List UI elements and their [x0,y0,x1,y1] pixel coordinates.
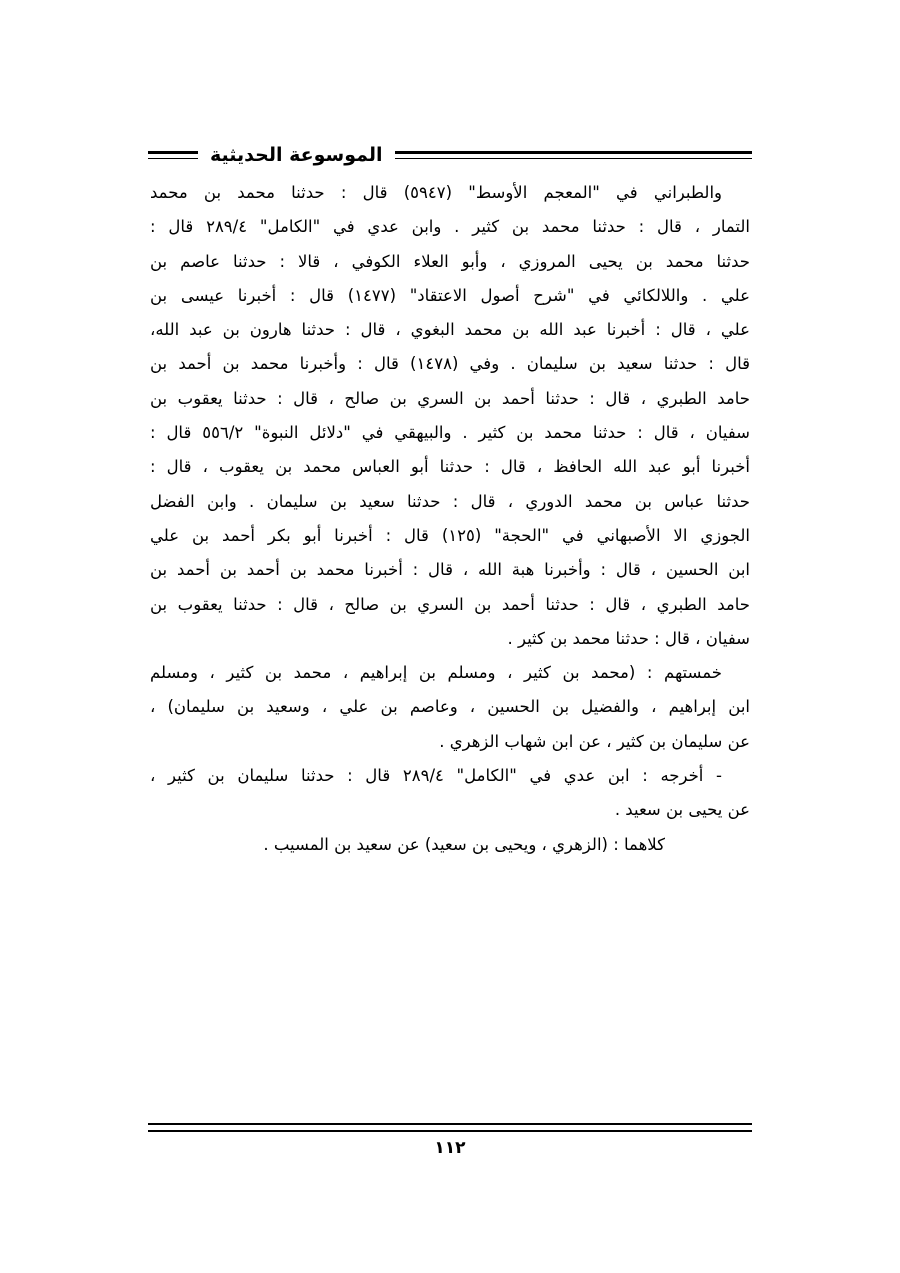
header-rule-right [395,151,753,159]
text-line: أخبرنا أبو عبد الله الحافظ ، قال : حدثنا أبو العباس محمد بن يعقوب ، قال : [150,457,750,477]
header-rule-left [148,151,198,159]
text-line: والطبراني في "المعجم الأوسط" (٥٩٤٧) قال : حدثنا محمد بن محمد [150,183,722,202]
text-line: كلاهما : (الزهري ، ويحيى بن سعيد) عن سعيد بن المسيب . [263,834,665,854]
text-line: حدثنا عباس بن محمد الدوري ، قال : حدثنا سعيد بن سليمان . وابن الفضل [150,491,750,511]
text-line: سفيان ، قال : حدثنا محمد بن كثير . [507,628,750,648]
footer-rule [148,1123,752,1132]
text-line: الجوزي الا الأصبهاني في "الحجة" (١٢٥) قال : أخبرنا أبو بكر أحمد بن علي [150,525,750,545]
text-line: حامد الطبري ، قال : حدثنا أحمد بن السري بن صالح ، قال : حدثنا يعقوب بن [150,388,750,408]
text-line: علي ، قال : أخبرنا عبد الله بن محمد البغوي ، قال : حدثنا هارون بن عبد الله، [150,320,750,340]
text-line: علي . واللالكائي في "شرح أصول الاعتقاد" (١٤٧٧) قال : أخبرنا عيسى بن [150,285,750,305]
text-line: خمستهم : (محمد بن كثير ، ومسلم بن إبراهيم ، محمد بن كثير ، ومسلم [150,663,722,683]
text-line: عن سليمان بن كثير ، عن ابن شهاب الزهري . [439,731,750,751]
page-number: ١١٢ [434,1138,466,1158]
text-line: عن يحيى بن سعيد . [614,800,750,820]
text-line: حدثنا محمد بن يحيى المروزي ، وأبو العلاء الكوفي ، قالا : حدثنا عاصم بن [150,251,750,271]
text-line: - أخرجه : ابن عدي في "الكامل" ٢٨٩/٤ قال : حدثنا سليمان بن كثير ، [150,766,722,786]
running-header [148,140,752,170]
text-line: ابن إبراهيم ، والفضيل بن الحسين ، وعاصم بن علي ، وسعيد بن سليمان) ، [150,697,750,717]
text-line: حامد الطبري ، قال : حدثنا أحمد بن السري بن صالح ، قال : حدثنا يعقوب بن [150,594,750,614]
text-line: ابن الحسين ، قال : وأخبرنا هبة الله ، قال : أخبرنا محمد بن أحمد بن أحمد بن [150,560,750,580]
text-line: التمار ، قال : حدثنا محمد بن كثير . وابن عدي في "الكامل" ٢٨٩/٤ قال : [150,217,750,237]
text-line: سفيان ، قال : حدثنا محمد بن كثير . والبيهقي في "دلائل النبوة" ٥٥٦/٢ قال : [150,423,750,443]
header-title: الموسوعة الحديثية [210,144,383,166]
text-line: قال : حدثنا سعيد بن سليمان . وفي (١٤٧٨) قال : وأخبرنا محمد بن أحمد بن [150,354,750,374]
page-body [150,176,750,862]
